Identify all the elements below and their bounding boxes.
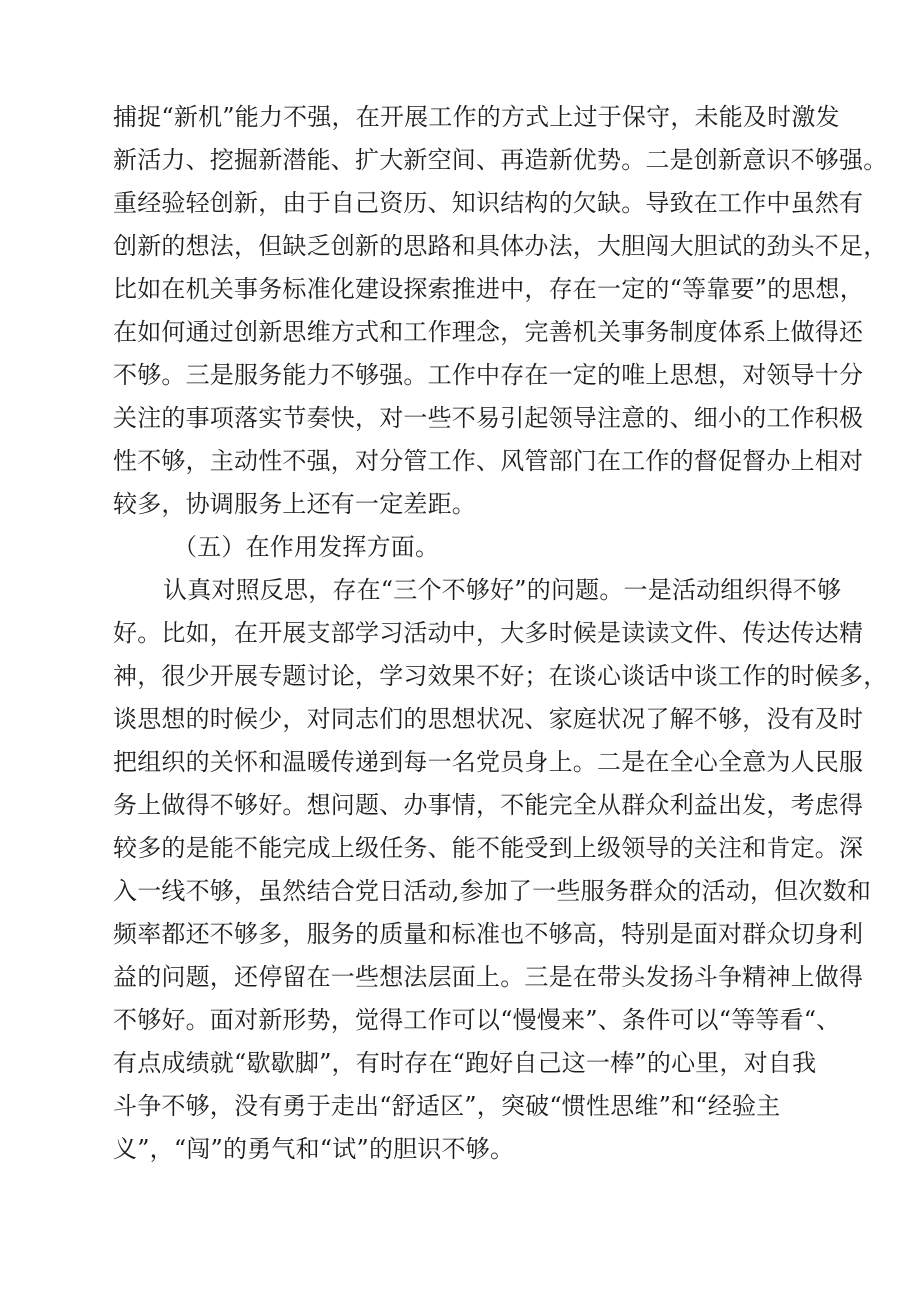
paragraph-line: 不够。三是服务能力不够强。工作中存在一定的唯上思想，对领导十分 bbox=[113, 361, 864, 389]
paragraph-line: 较多，协调服务上还有一定差距。 bbox=[113, 490, 476, 518]
section-heading: （五）在作用发挥方面。 bbox=[173, 533, 440, 561]
paragraph-line: 把组织的关怀和温暖传递到每一名党员身上。二是在全心全意为人民服 bbox=[113, 748, 864, 776]
paragraph-line: 捕捉“新机”能力不强，在开展工作的方式上过于保守，未能及时激发 bbox=[113, 103, 840, 131]
paragraph-line: 有点成绩就“歇歇脚”，有时存在“跑好自己这一棒”的心里，对自我 bbox=[113, 1049, 817, 1077]
document-body bbox=[113, 96, 888, 1171]
paragraph-line: 在如何通过创新思维方式和工作理念，完善机关事务制度体系上做得还 bbox=[113, 318, 864, 346]
paragraph-line: 关注的事项落实节奏快，对一些不易引起领导注意的、细小的工作积极 bbox=[113, 404, 864, 432]
paragraph-line: 义”，“闯”的勇气和“试”的胆识不够。 bbox=[113, 1135, 515, 1163]
paragraph-line: 入一线不够，虽然结合党日活动,参加了一些服务群众的活动，但次数和 bbox=[113, 877, 872, 905]
paragraph-line: 较多的是能不能完成上级任务、能不能受到上级领导的关注和肯定。深 bbox=[113, 834, 864, 862]
paragraph-line: 频率都还不够多，服务的质量和标准也不够高，特别是面对群众切身利 bbox=[113, 920, 864, 948]
paragraph-line: 斗争不够，没有勇于走出“舒适区”，突破“惯性思维”和“经验主 bbox=[113, 1092, 781, 1120]
paragraph-line: 谈思想的时候少，对同志们的思想状况、家庭状况了解不够，没有及时 bbox=[113, 705, 864, 733]
paragraph-line: 比如在机关事务标准化建设探索推进中，存在一定的“等靠要”的思想， bbox=[113, 275, 864, 303]
paragraph-line: 重经验轻创新，由于自己资历、知识结构的欠缺。导致在工作中虽然有 bbox=[113, 189, 864, 217]
paragraph-line: 认真对照反思，存在“三个不够好”的问题。一是活动组织得不够 bbox=[163, 576, 842, 604]
paragraph-line: 创新的想法，但缺乏创新的思路和具体办法，大胆闯大胆试的劲头不足， bbox=[113, 232, 888, 260]
paragraph-line: 神，很少开展专题讨论，学习效果不好；在谈心谈话中谈工作的时候多， bbox=[113, 662, 888, 690]
paragraph-line: 益的问题，还停留在一些想法层面上。三是在带头发扬斗争精神上做得 bbox=[113, 963, 864, 991]
paragraph-line: 性不够，主动性不强，对分管工作、风管部门在工作的督促督办上相对 bbox=[113, 447, 864, 475]
paragraph-line: 务上做得不够好。想问题、办事情，不能完全从群众利益出发，考虑得 bbox=[113, 791, 864, 819]
paragraph-line: 不够好。面对新形势，觉得工作可以“慢慢来”、条件可以“等等看“、 bbox=[113, 1006, 841, 1034]
paragraph-line: 新活力、挖掘新潜能、扩大新空间、再造新优势。二是创新意识不够强。 bbox=[113, 146, 888, 174]
paragraph-line: 好。比如，在开展支部学习活动中，大多时候是读读文件、传达传达精 bbox=[113, 619, 864, 647]
